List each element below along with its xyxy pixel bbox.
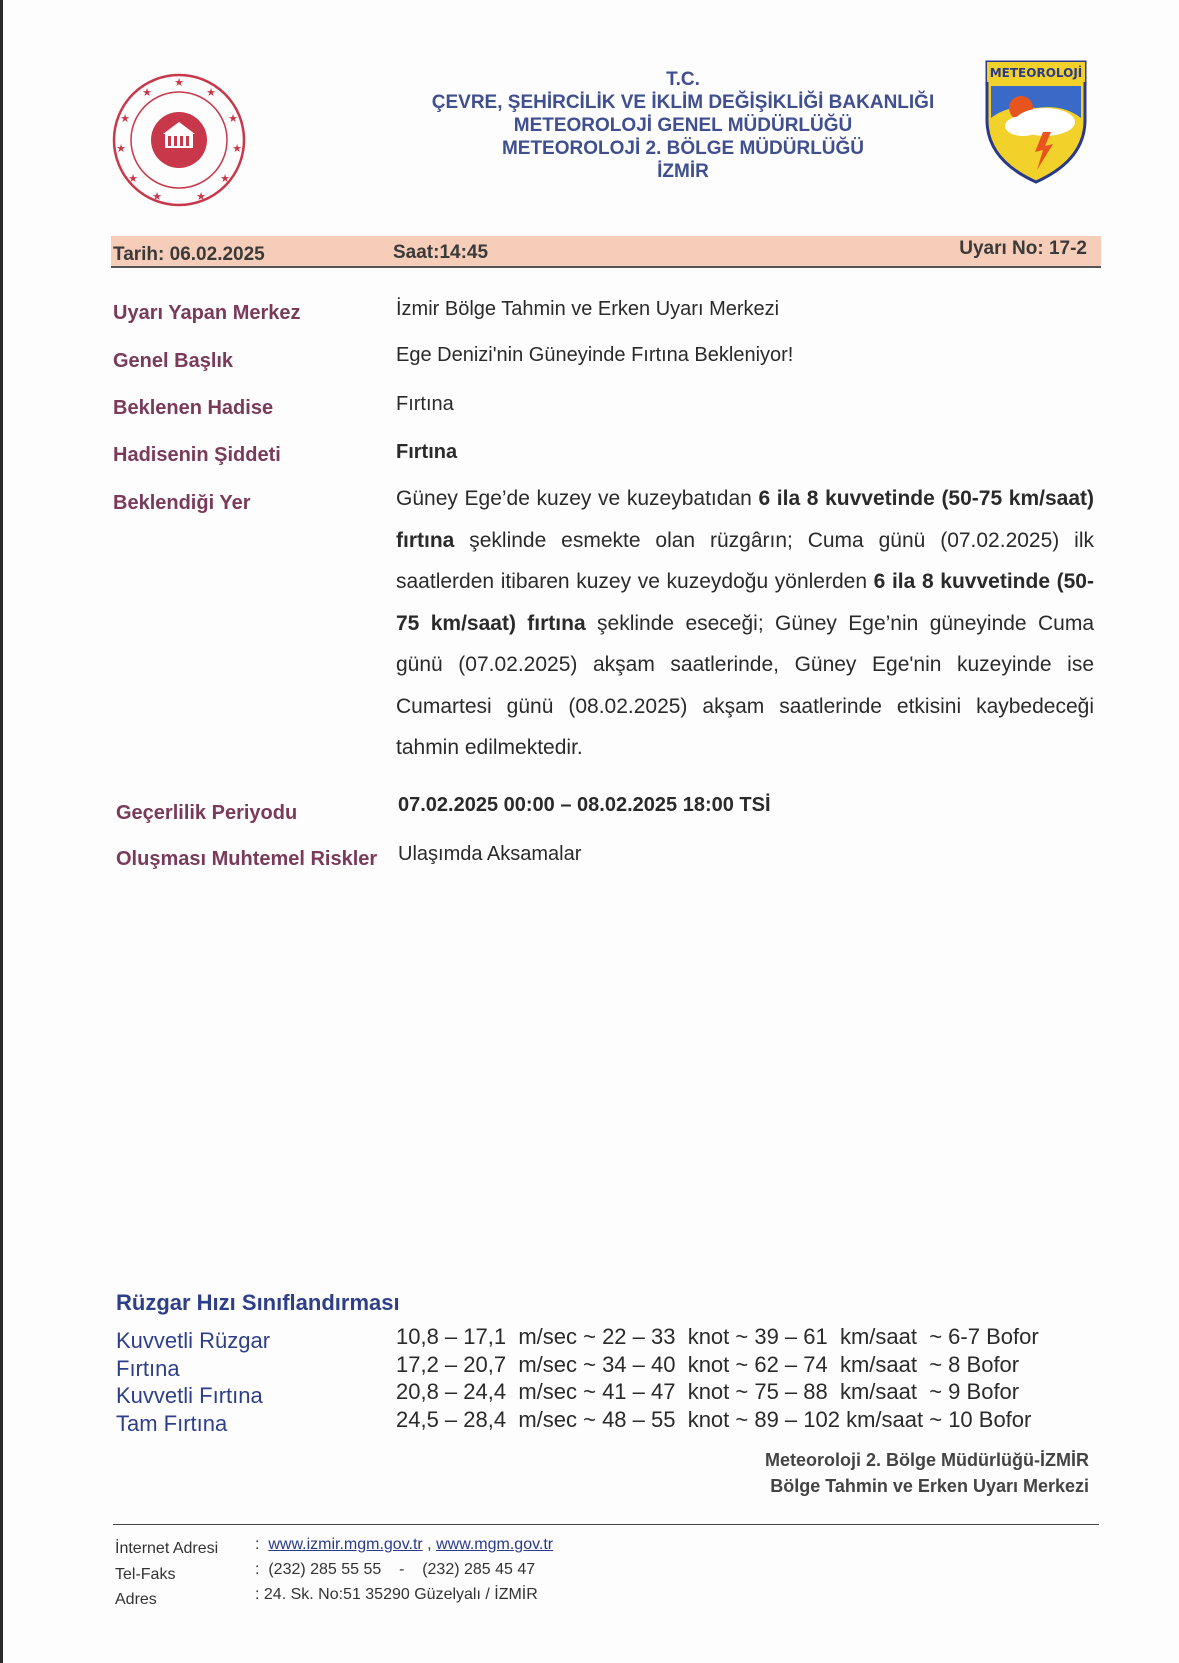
wind-row-name: Tam Fırtına [116,1411,228,1436]
location-label: Beklendiği Yer [113,492,251,514]
title-value: Ege Denizi'nin Güneyinde Fırtına Bekleniyor! [396,344,794,366]
risks-label: Oluşması Muhtemel Riskler [116,848,378,870]
wind-row-name: Fırtına [116,1356,180,1381]
footer-tel-value: : (232) 285 55 55 - (232) 285 45 47 [255,1561,536,1578]
info-bar [111,236,1101,268]
center-value: İzmir Bölge Tahmin ve Erken Uyarı Merkezi [396,298,780,320]
title-label: Genel Başlık [113,350,234,372]
header-regional-directorate: METEOROLOJİ 2. BÖLGE MÜDÜRLÜĞÜ [501,138,865,159]
ministry-seal-icon [111,72,247,208]
header-ministry: ÇEVRE, ŞEHİRCİLİK VE İKLİM DEĞİŞİKLİĞİ BAKANLIĞI [431,92,935,113]
location-description: Güney Ege’de kuzey ve kuzeybatıdan 6 ila 8 kuvvetinde (50-75 km/saat) fırtına şeklinde esmekte olan rüzgârın; Cuma günü (07.02.2025) ilk saatlerden itibaren kuzey ve kuzeydoğu yönlerden 6 ila 8 kuvvetinde (50-75 km/saat) fırtına şeklinde eseceği; Güney Ege’nin güneyinde Cuma günü (07.02.2025) akşam saatlerinde, Güney Ege'nin kuzeyinde ise Cumartesi günü (08.02.2025) akşam saatlerinde etkisini kaybedeceği tahmin edilmektedir. [396,487,1095,759]
wind-row-name: Kuvvetli Fırtına [116,1383,263,1408]
svg-text:★: ★ [120,112,130,125]
wind-row-values: 24,5 – 28,4 m/sec ~ 48 – 55 knot ~ 89 – 102 km/saat ~ 10 Bofor [396,1407,1032,1432]
header-titles [363,68,1003,183]
wind-row-values: 20,8 – 24,4 m/sec ~ 41 – 47 knot ~ 75 – 88 km/saat ~ 9 Bofor [396,1379,1020,1404]
signature-directorate: Meteoroloji 2. Bölge Müdürlüğü-İZMİR [765,1450,1089,1470]
svg-text:★: ★ [232,142,242,155]
risks-value: Ulaşımda Aksamalar [398,843,582,865]
wind-row-values: 17,2 – 20,7 m/sec ~ 34 – 40 knot ~ 62 – 74 km/saat ~ 8 Bofor [396,1352,1020,1377]
signature-center: Bölge Tahmin ve Erken Uyarı Merkezi [770,1476,1089,1496]
warning-number: Uyarı No: 17-2 [959,238,1087,259]
svg-text:★: ★ [228,112,238,125]
svg-text:METEOROLOJİ: METEOROLOJİ [989,66,1083,80]
footer-tel-label: Tel-Faks [115,1566,176,1583]
footer-address-label: Adres [115,1591,157,1608]
svg-text:★: ★ [206,86,216,99]
footer-web-value: : www.izmir.mgm.gov.tr , www.mgm.gov.tr [255,1536,554,1553]
center-label: Uyarı Yapan Merkez [113,302,301,324]
severity-value: Fırtına [396,441,458,463]
event-label: Beklenen Hadise [113,397,274,419]
svg-text:★: ★ [116,142,126,155]
svg-text:★: ★ [152,190,162,203]
header-general-directorate: METEOROLOJİ GENEL MÜDÜRLÜĞÜ [513,115,853,136]
wind-classification-title: Rüzgar Hızı Sınıflandırması [116,1290,400,1315]
wind-row [116,1407,1106,1439]
svg-text:★: ★ [174,76,184,89]
validity-label: Geçerlilik Periyodu [116,802,298,824]
footer-address-value: : 24. Sk. No:51 35290 Güzelyalı / İZMİR [255,1586,538,1603]
mgm-link[interactable]: www.mgm.gov.tr [436,1536,554,1553]
event-value: Fırtına [396,393,454,415]
svg-text:★: ★ [196,190,206,203]
meteoroloji-logo-icon [983,60,1089,184]
footer-divider [113,1524,1099,1525]
wind-row-name: Kuvvetli Rüzgar [116,1328,271,1353]
footer-web-label: İnternet Adresi [115,1540,219,1557]
warning-date: Tarih: 06.02.2025 [113,244,265,265]
header-city: İZMİR [657,161,709,182]
header-tc: T.C. [666,69,700,90]
warning-time: Saat:14:45 [393,242,489,263]
svg-text:★: ★ [128,172,138,185]
severity-label: Hadisenin Şiddeti [113,444,281,466]
svg-text:★: ★ [220,172,230,185]
svg-text:★: ★ [142,86,152,99]
validity-value: 07.02.2025 00:00 – 08.02.2025 18:00 TSİ [398,794,771,816]
wind-row-values: 10,8 – 17,1 m/sec ~ 22 – 33 knot ~ 39 – 61 km/saat ~ 6-7 Bofor [396,1324,1039,1349]
izmir-mgm-link[interactable]: www.izmir.mgm.gov.tr [268,1536,423,1553]
